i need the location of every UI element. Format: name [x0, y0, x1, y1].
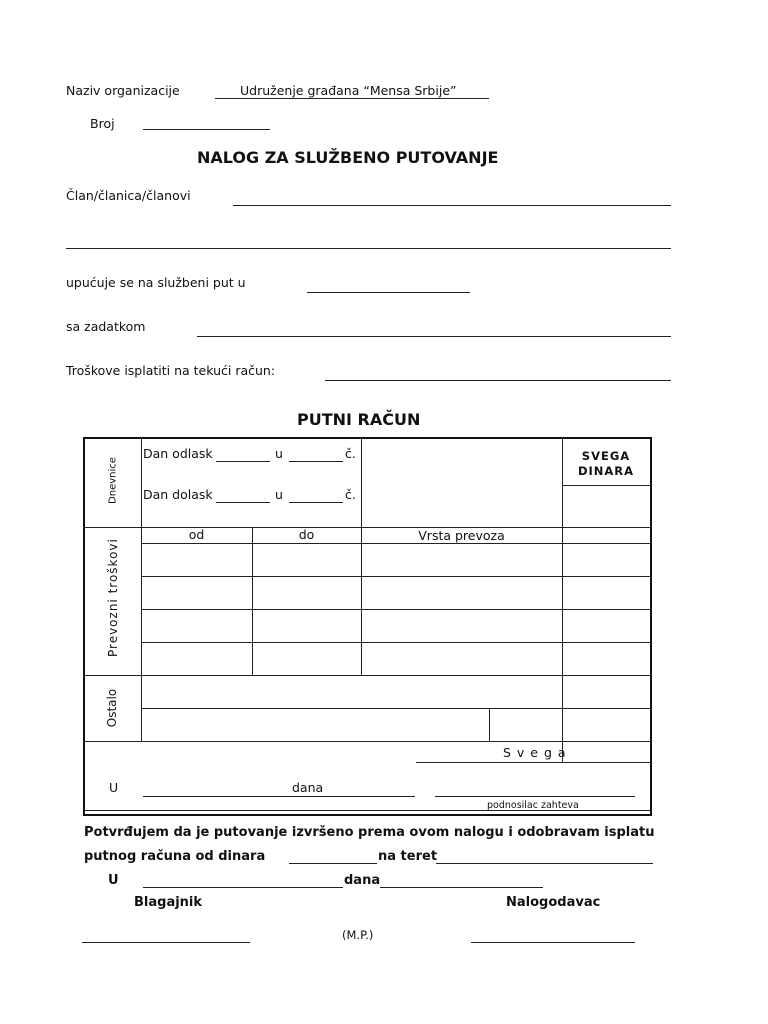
col-divider: [252, 527, 253, 675]
cashier-signature-line[interactable]: [82, 942, 250, 943]
footer-place-label: U: [108, 873, 119, 888]
confirm-line-2: putnog računa od dinara: [84, 849, 266, 864]
issuer-label: Nalogodavac: [506, 895, 601, 910]
departure-label: Dan odlask: [143, 446, 213, 461]
footer-date-line[interactable]: [380, 887, 543, 888]
row-divider: [85, 810, 650, 811]
arrival-u-label: u: [275, 487, 283, 502]
date-label: dana: [292, 780, 324, 795]
applicant-signature-line[interactable]: [435, 796, 635, 797]
task-field-line[interactable]: [197, 336, 671, 337]
place-label: U: [109, 780, 119, 795]
arrival-c-label: č.: [345, 487, 356, 502]
departure-u-label: u: [275, 446, 283, 461]
dnevnice-label: Dnevnice: [107, 457, 119, 504]
row-divider: [85, 675, 650, 676]
footer-date-label: dana: [344, 873, 381, 888]
departure-time-line[interactable]: [289, 461, 343, 462]
broj-label: Broj: [90, 116, 115, 131]
svega-label: S v e g a: [503, 745, 567, 760]
org-field-line[interactable]: [215, 98, 489, 99]
confirm-line-1: Potvrđujem da je putovanje izvršeno prema ovom nalogu i odobravam isplatu: [84, 825, 655, 840]
applicant-label: podnosilac zahteva: [487, 800, 579, 811]
vrsta-header: Vrsta prevoza: [418, 528, 505, 543]
arrival-date-line[interactable]: [216, 502, 270, 503]
od-header: od: [188, 527, 205, 542]
arrival-time-line[interactable]: [289, 502, 343, 503]
row-divider: [141, 609, 650, 610]
issuer-signature-line[interactable]: [471, 942, 635, 943]
row-divider: [141, 576, 650, 577]
ostalo-label: Ostalo: [105, 688, 119, 728]
members-label: Član/članica/članovi: [66, 188, 191, 203]
col-divider: [489, 708, 490, 741]
do-header: do: [298, 527, 315, 542]
col-divider: [141, 439, 142, 741]
na-teret-field-line[interactable]: [436, 863, 653, 864]
arrival-label: Dan dolask: [143, 487, 213, 502]
stamp-label: (M.P.): [342, 928, 374, 942]
row-divider: [562, 485, 650, 486]
cashier-label: Blagajnik: [134, 895, 203, 910]
org-label: Naziv organizacije: [66, 83, 180, 98]
prevozni-label: Prevozni troškovi: [106, 538, 120, 657]
invoice-title: PUTNI RAČUN: [297, 410, 421, 429]
form-title: NALOG ZA SLUŽBENO PUTOVANJE: [197, 148, 499, 167]
row-divider: [141, 642, 650, 643]
amount-field-line[interactable]: [289, 863, 377, 864]
sent-label: upućuje se na službeni put u: [66, 275, 246, 290]
account-label: Troškove isplatiti na tekući račun:: [66, 363, 276, 378]
svega-dinara-header: SVEGA DINARA: [577, 449, 635, 478]
col-divider: [562, 741, 563, 763]
members-field-line-2[interactable]: [66, 248, 671, 249]
departure-c-label: č.: [345, 446, 356, 461]
na-teret-label: na teret: [378, 849, 438, 864]
col-divider: [361, 439, 362, 527]
travel-invoice-table: [83, 437, 652, 816]
org-value: Udruženje građana “Mensa Srbije”: [240, 83, 457, 98]
account-field-line[interactable]: [325, 380, 671, 381]
footer-place-line[interactable]: [143, 887, 343, 888]
members-field-line[interactable]: [233, 205, 671, 206]
destination-field-line[interactable]: [307, 292, 470, 293]
departure-date-line[interactable]: [216, 461, 270, 462]
row-divider: [141, 543, 650, 544]
place-date-line[interactable]: [143, 796, 415, 797]
row-divider: [85, 741, 650, 742]
task-label: sa zadatkom: [66, 319, 146, 334]
row-divider: [141, 708, 650, 709]
svega-line[interactable]: [416, 762, 650, 763]
broj-field-line[interactable]: [143, 129, 270, 130]
